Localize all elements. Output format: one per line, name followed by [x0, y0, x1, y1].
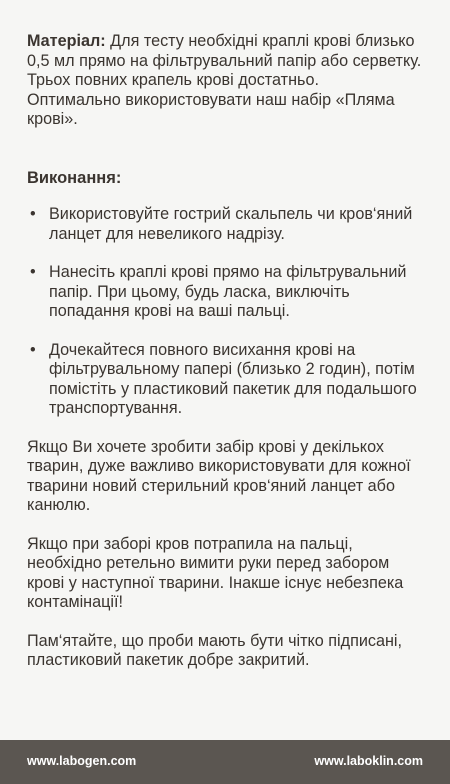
material-text: Для тесту необхідні краплі крові близько 0,5 мл прямо на фільтрувальний папір або серветку. Трьох повних крапель крові достатньо. — [27, 32, 422, 89]
material-recommendation: Оптимально використовувати наш набір «Пляма крові». — [27, 90, 395, 128]
footer-bar — [0, 740, 450, 784]
material-paragraph — [27, 32, 427, 91]
list-item-text: Дочекайтеся повного висихання крові на фільтрувальному папері (близько 2 годин), потім помістіть у пластиковий пакетик для подальшого транспортування. — [49, 340, 417, 417]
labogen-link[interactable]: www.labogen.com — [27, 754, 137, 768]
material-label: Матеріал: — [27, 32, 106, 50]
list-item — [27, 205, 427, 244]
laboklin-link[interactable]: www.laboklin.com — [314, 754, 423, 768]
bullet-icon: • — [30, 340, 36, 359]
list-item — [27, 263, 427, 322]
list-item-text: Використовуйте гострий скальпель чи кров‘яний ланцет для невеликого надрізу. — [49, 205, 413, 243]
execution-heading: Виконання: — [27, 168, 122, 187]
execution-steps — [27, 205, 427, 419]
contamination-paragraph: Якщо при заборі кров потрапила на пальці, необхідно ретельно вимити руки перед забором крові у наступної тварини. Інакше існує небезпека контамінації! — [27, 534, 404, 611]
multiple-animals-paragraph: Якщо Ви хочете зробити забір крові у декількох тварин, дуже важливо використовувати для кожної тварини новий стерильний кров‘яний ланцет або канюлю. — [27, 437, 411, 514]
list-item — [27, 341, 427, 419]
labeling-paragraph: Пам‘ятайте, що проби мають бути чітко підписані, пластиковий пакетик добре закритий. — [27, 631, 403, 669]
bullet-icon: • — [30, 205, 36, 223]
bullet-icon: • — [30, 263, 36, 281]
list-item-text: Нанесіть краплі крові прямо на фільтрувальний папір. При цьому, будь ласка, виключіть попадання крові на ваші пальці. — [49, 263, 407, 320]
instructions-content — [27, 32, 427, 671]
